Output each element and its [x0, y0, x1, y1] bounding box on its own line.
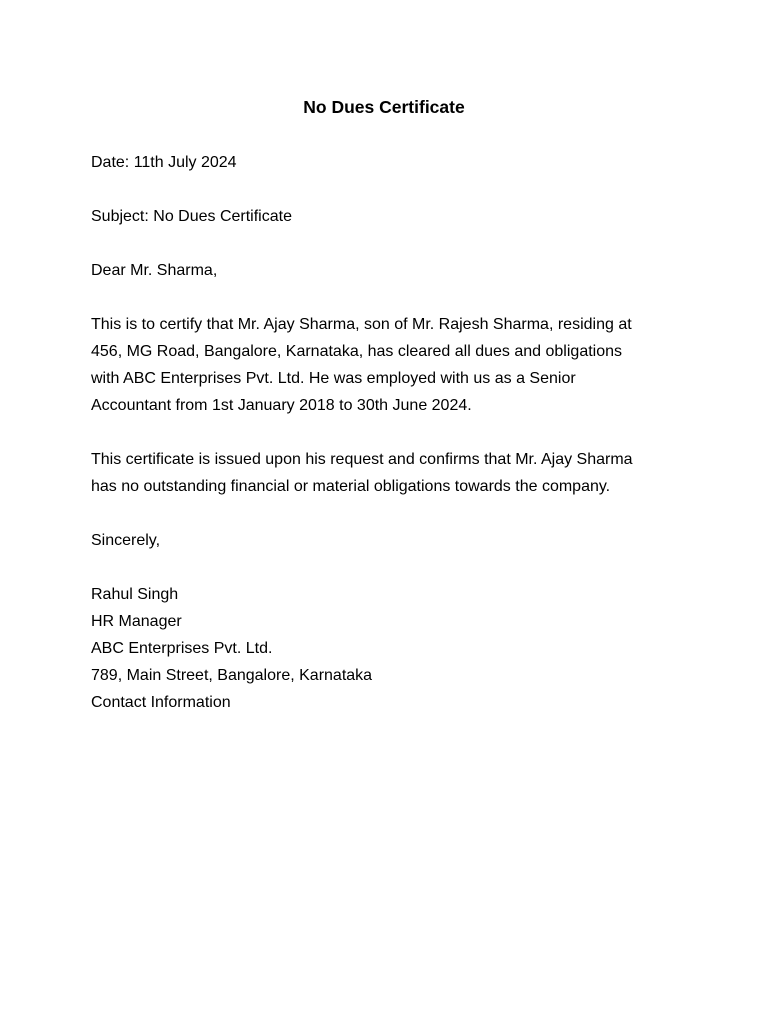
closing: Sincerely,	[91, 532, 161, 549]
signatory-name: Rahul Singh	[91, 586, 179, 603]
paragraph-line: This is to certify that Mr. Ajay Sharma, son of Mr. Rajesh Sharma, residing at	[91, 316, 632, 333]
salutation: Dear Mr. Sharma,	[91, 262, 218, 279]
paragraph-line: with ABC Enterprises Pvt. Ltd. He was employed with us as a Senior	[91, 370, 576, 387]
signature-block	[91, 581, 691, 716]
body-paragraph-2	[91, 446, 691, 500]
signatory-company: ABC Enterprises Pvt. Ltd.	[91, 640, 273, 657]
paragraph-line: Accountant from 1st January 2018 to 30th June 2024.	[91, 397, 472, 414]
subject-line: Subject: No Dues Certificate	[91, 208, 292, 225]
letter-content	[91, 94, 691, 716]
paragraph-line: has no outstanding financial or material obligations towards the company.	[91, 478, 611, 495]
signatory-role: HR Manager	[91, 613, 182, 630]
signatory-address: 789, Main Street, Bangalore, Karnataka	[91, 667, 373, 684]
paragraph-line: 456, MG Road, Bangalore, Karnataka, has cleared all dues and obligations	[91, 343, 623, 360]
page-title: No Dues Certificate	[303, 97, 465, 117]
date-line: Date: 11th July 2024	[91, 154, 237, 171]
signatory-contact: Contact Information	[91, 694, 231, 711]
paragraph-line: This certificate is issued upon his request and confirms that Mr. Ajay Sharma	[91, 451, 633, 468]
body-paragraph-1	[91, 311, 691, 419]
